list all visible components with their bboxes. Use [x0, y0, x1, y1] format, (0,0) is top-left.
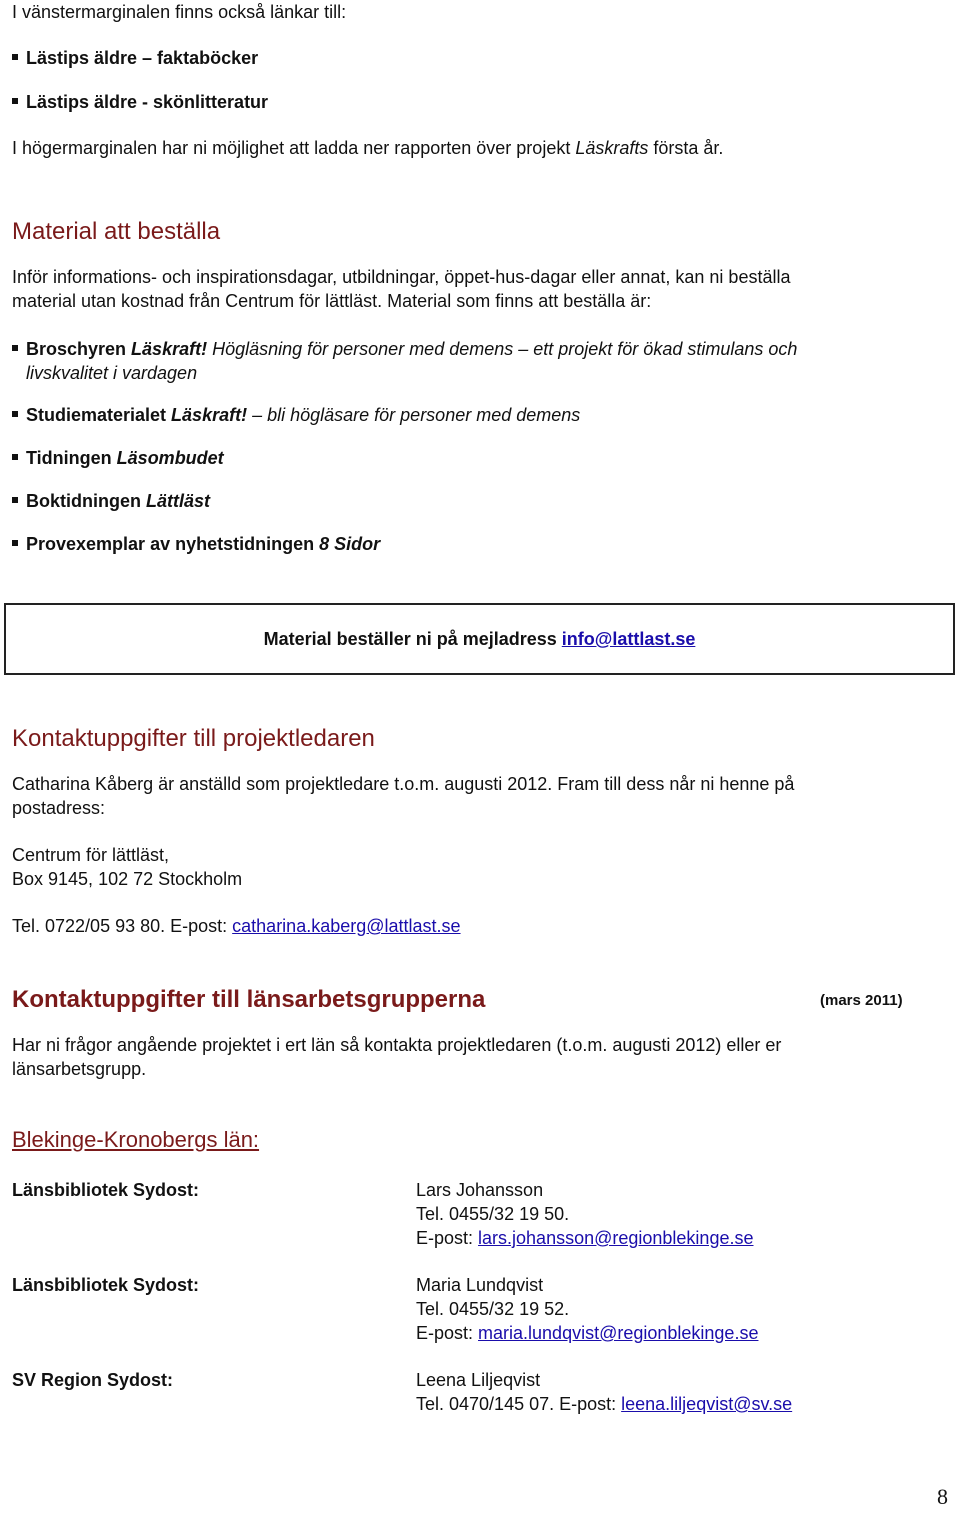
link-item[interactable] — [12, 46, 258, 70]
org-label: SV Region Sydost: — [12, 1370, 174, 1390]
link-item[interactable] — [12, 90, 268, 114]
contact-name: Maria Lundqvist — [416, 1275, 544, 1295]
bullet-icon — [12, 54, 18, 60]
page-number: 8 — [937, 1484, 948, 1509]
list-item: Boktidningen Lättläst — [12, 489, 210, 513]
org-label: Länsbibliotek Sydost: — [12, 1180, 200, 1200]
section-heading: Kontaktuppgifter till länsarbetsgrupperna — [12, 986, 486, 1013]
list-item: Provexemplar av nyhetstidningen 8 Sidor — [12, 532, 380, 556]
section-heading: Material att beställa — [12, 218, 221, 245]
email-link[interactable]: lars.johansson@regionblekinge.se — [478, 1228, 754, 1248]
paragraph: Inför informations- och inspirationsdagar, utbildningar, öppet-hus-dagar eller annat, kan ni beställa — [12, 267, 791, 287]
bullet-icon — [12, 345, 18, 351]
paragraph: länsarbetsgrupp. — [12, 1059, 147, 1079]
list-item-cont: livskvalitet i vardagen — [26, 363, 198, 383]
list-item: Tidningen Läsombudet — [12, 446, 224, 470]
bullet-icon — [12, 540, 18, 546]
paragraph: Har ni frågor angående projektet i ert län så kontakta projektledaren (t.o.m. augusti 2012) eller er — [12, 1035, 782, 1055]
order-box — [4, 603, 955, 675]
org-label: Länsbibliotek Sydost: — [12, 1275, 200, 1295]
bullet-icon — [12, 411, 18, 417]
intro-text: I vänstermarginalen finns också länkar till: — [12, 2, 347, 22]
date-label: (mars 2011) — [820, 992, 903, 1009]
link-lastips-skon[interactable]: Lästips äldre - skönlitteratur — [26, 92, 269, 112]
email-link[interactable]: leena.liljeqvist@sv.se — [621, 1394, 793, 1414]
intro-text: I högermarginalen har ni möjlighet att ladda ner rapporten över projekt Läskrafts första år. — [12, 138, 724, 158]
bullet-icon — [12, 98, 18, 104]
contact-line: Tel. 0722/05 93 80. E-post: catharina.kaberg@lattlast.se — [12, 916, 461, 936]
order-email-link[interactable]: info@lattlast.se — [561, 629, 696, 649]
contact-name: Leena Liljeqvist — [416, 1370, 541, 1390]
address-line: Box 9145, 102 72 Stockholm — [12, 869, 243, 889]
order-text: Material beställer ni på mejladress info@lattlast.se — [263, 629, 696, 649]
address-line: Centrum för lättläst, — [12, 845, 170, 865]
contact-email: E-post: lars.johansson@regionblekinge.se — [416, 1228, 754, 1248]
contact-email: Tel. 0470/145 07. E-post: leena.liljeqvist@sv.se — [416, 1394, 793, 1414]
contact-name: Lars Johansson — [416, 1180, 544, 1200]
paragraph: Catharina Kåberg är anställd som projektledare t.o.m. augusti 2012. Fram till dess når ni henne på — [12, 774, 795, 794]
section-heading: Kontaktuppgifter till projektledaren — [12, 725, 375, 752]
bullet-icon — [12, 497, 18, 503]
paragraph: postadress: — [12, 798, 106, 818]
contact-tel: Tel. 0455/32 19 50. — [416, 1204, 570, 1224]
contact-tel: Tel. 0455/32 19 52. — [416, 1299, 570, 1319]
list-item: Studiematerialet Läskraft! – bli högläsare för personer med demens — [12, 403, 580, 427]
contact-email: E-post: maria.lundqvist@regionblekinge.se — [416, 1323, 759, 1343]
paragraph: material utan kostnad från Centrum för lättläst. Material som finns att beställa är: — [12, 291, 652, 311]
region-heading: Blekinge-Kronobergs län: — [12, 1127, 260, 1152]
email-link[interactable]: maria.lundqvist@regionblekinge.se — [478, 1323, 759, 1343]
leader-email-link[interactable]: catharina.kaberg@lattlast.se — [232, 916, 461, 936]
bullet-icon — [12, 454, 18, 460]
list-item: Broschyren Läskraft! Högläsning för personer med demens – ett projekt för ökad stimulans och — [12, 337, 797, 361]
link-lastips-fakta[interactable]: Lästips äldre – faktaböcker — [26, 48, 259, 68]
